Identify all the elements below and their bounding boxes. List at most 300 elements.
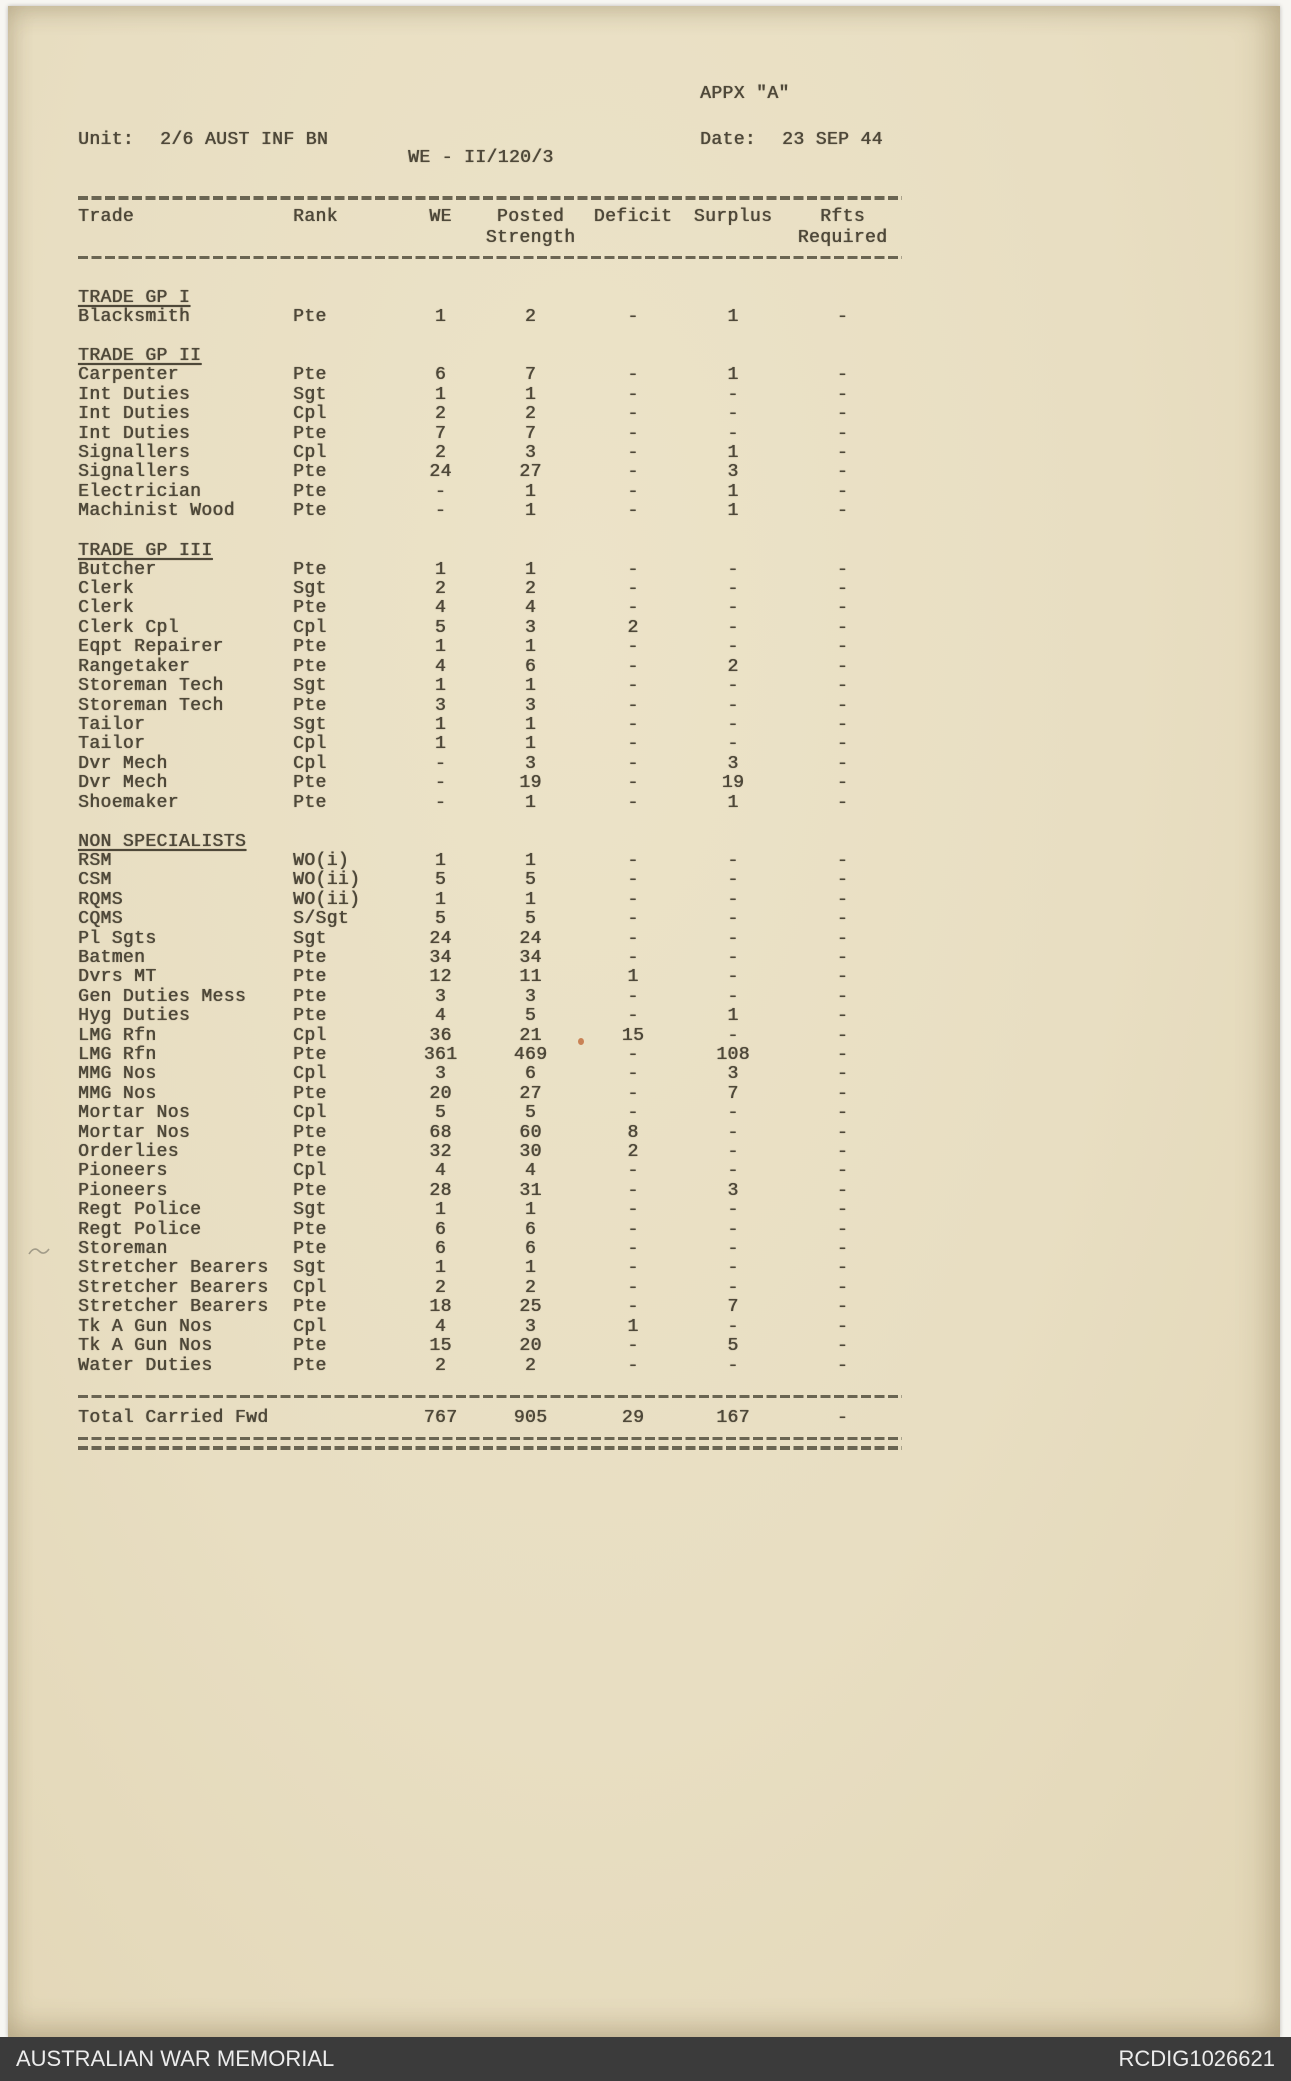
table-cell: 31 (519, 1180, 542, 1201)
table-cell: 1 (434, 384, 447, 405)
table-cell: - (836, 1103, 849, 1124)
table-cell: 5 (524, 1103, 537, 1124)
table-cell: 36 (429, 1025, 452, 1046)
table-cell: Pte (293, 559, 327, 580)
table-cell: 60 (519, 1122, 542, 1143)
archive-name: AUSTRALIAN WAR MEMORIAL (16, 2046, 335, 2071)
table-cell: 6 (524, 1219, 537, 1240)
table-cell: Orderlies (78, 1142, 179, 1163)
table-row (78, 483, 902, 502)
table-row (78, 988, 902, 1007)
pencil-mark (28, 1244, 50, 1258)
table-cell: LMG Rfn (78, 1045, 157, 1065)
group-title: TRADE GP III (78, 540, 213, 561)
table-cell: 108 (716, 1045, 750, 1065)
trade-group (78, 346, 902, 521)
column-header-we: WE (429, 206, 452, 227)
table-row (78, 502, 902, 521)
table-cell: - (627, 1336, 639, 1357)
table-cell: 5 (434, 1103, 447, 1124)
date-label: Date: (700, 130, 757, 150)
separator-line (78, 196, 902, 200)
table-row (78, 930, 902, 949)
table-cell: - (836, 404, 849, 425)
total-label: Total Carried Fwd (78, 1408, 269, 1429)
paper-stain (578, 1038, 584, 1045)
table-cell: WO(ii) (293, 870, 361, 891)
table-cell: 1 (524, 501, 537, 522)
table-cell: - (627, 773, 639, 794)
table-cell: Cpl (293, 1161, 327, 1182)
table-row (78, 677, 902, 696)
table-cell: Storeman (78, 1239, 168, 1260)
table-cell: 1 (434, 850, 447, 871)
table-cell: Cpl (293, 1025, 327, 1046)
table-cell: - (836, 1355, 849, 1376)
table-row (78, 968, 902, 987)
table-cell: 68 (429, 1122, 452, 1143)
table-cell: - (627, 1355, 639, 1376)
table-row (78, 735, 902, 754)
table-row (78, 1318, 902, 1337)
table-cell: Int Duties (78, 384, 191, 405)
table-cell: 3 (434, 695, 447, 716)
table-cell: 2 (434, 443, 447, 464)
table-cell: 15 (429, 1336, 452, 1357)
table-row (78, 1298, 902, 1317)
table-row (78, 1143, 902, 1162)
table-cell: Pte (293, 598, 327, 619)
table-cell: - (836, 481, 849, 502)
table-cell: - (627, 714, 639, 735)
table-cell: LMG Rfn (78, 1025, 157, 1046)
table-cell: - (627, 1045, 639, 1065)
paper-sheet (8, 6, 1280, 2037)
table-cell: Eqpt Repairer (78, 637, 224, 658)
table-cell: 1 (524, 1200, 537, 1221)
table-row (78, 910, 902, 929)
table-cell: - (727, 734, 739, 755)
table-cell: - (627, 598, 639, 619)
table-cell: Tailor (78, 734, 146, 755)
table-cell: Pl Sgts (78, 928, 157, 949)
table-cell: 21 (519, 1025, 542, 1046)
table-cell: 3 (434, 1064, 447, 1085)
table-cell: Water Duties (78, 1355, 213, 1376)
table-cell: 2 (434, 404, 447, 425)
trade-group (78, 832, 902, 1376)
table-cell: Pte (293, 423, 327, 444)
group-title: NON SPECIALISTS (78, 831, 247, 852)
table-cell: - (627, 792, 639, 813)
table-cell: 5 (524, 909, 537, 930)
table-cell: Regt Police (78, 1219, 202, 1240)
table-row (78, 1240, 902, 1259)
table-cell: Pte (293, 481, 327, 502)
table-cell: - (627, 501, 639, 522)
table-cell: Stretcher Bearers (78, 1277, 269, 1298)
table-cell: - (836, 637, 849, 658)
table-cell: 11 (519, 967, 542, 988)
table-cell: Clerk (78, 598, 135, 619)
table-cell: - (627, 481, 639, 502)
table-cell: - (836, 753, 849, 774)
table-cell: 6 (524, 1239, 537, 1260)
viewer-footer-bar (0, 2037, 1291, 2081)
table-cell: 1 (434, 1258, 447, 1279)
table-cell: 6 (434, 1239, 447, 1260)
table-cell: 3 (434, 986, 447, 1007)
table-cell: - (836, 501, 849, 522)
table-cell: Pte (293, 1239, 327, 1260)
table-cell: - (434, 773, 447, 794)
table-row (78, 405, 902, 424)
table-cell: Cpl (293, 404, 327, 425)
table-cell: Electrician (78, 481, 202, 502)
trade-group (78, 288, 902, 327)
table-cell: - (836, 714, 849, 735)
table-cell: 1 (727, 501, 739, 522)
table-cell: Mortar Nos (78, 1103, 191, 1124)
table-cell: 1 (727, 307, 739, 327)
table-cell: - (836, 1045, 849, 1065)
table-cell: - (727, 695, 739, 716)
table-cell: - (727, 1355, 739, 1376)
table-cell: - (727, 1025, 739, 1046)
table-row (78, 1162, 902, 1181)
table-cell: - (836, 734, 849, 755)
table-cell: 34 (519, 947, 542, 968)
table-cell: - (627, 1083, 639, 1104)
table-cell: - (627, 1161, 639, 1182)
table-cell: - (836, 909, 849, 930)
table-cell: Cpl (293, 753, 327, 774)
table-cell: Machinist Wood (78, 501, 235, 522)
table-row (78, 1027, 902, 1046)
table-cell: - (627, 656, 639, 677)
table-cell: 30 (519, 1142, 542, 1163)
table-cell: - (727, 1258, 739, 1279)
table-cell: 3 (524, 617, 537, 638)
table-row (78, 386, 902, 405)
total-posted: 905 (513, 1408, 548, 1429)
table-cell: Pte (293, 947, 327, 968)
table-cell: 1 (727, 365, 739, 386)
table-cell: - (836, 928, 849, 949)
table-cell: 1 (524, 889, 537, 910)
table-cell: - (627, 676, 639, 697)
table-cell: 1 (434, 637, 447, 658)
total-row (78, 1409, 902, 1428)
table-cell: - (836, 579, 849, 600)
table-cell: - (627, 850, 639, 871)
table-cell: Pte (293, 1297, 327, 1318)
column-header-trade: Trade (78, 206, 135, 227)
table-cell: Sgt (293, 714, 327, 735)
table-cell: - (836, 1316, 849, 1337)
table-cell: - (627, 1200, 639, 1221)
table-cell: 1 (524, 481, 537, 502)
table-cell: - (727, 889, 739, 910)
table-cell: Pte (293, 1355, 327, 1376)
table-cell: 5 (434, 617, 447, 638)
table-cell: - (627, 307, 639, 327)
table-cell: 1 (627, 1316, 639, 1337)
table-cell: - (836, 1258, 849, 1279)
table-cell: Mortar Nos (78, 1122, 191, 1143)
table-cell: Storeman Tech (78, 695, 224, 716)
table-cell: 5 (524, 1006, 537, 1027)
table-cell: Sgt (293, 1200, 327, 1221)
table-cell: Signallers (78, 443, 191, 464)
table-cell: Sgt (293, 676, 327, 697)
table-cell: - (727, 579, 739, 600)
table-row (78, 463, 902, 482)
table-row (78, 949, 902, 968)
table-cell: 1 (434, 1200, 447, 1221)
table-cell: 18 (429, 1297, 452, 1318)
table-cell: Butcher (78, 559, 157, 580)
table-cell: CQMS (78, 909, 123, 930)
table-row (78, 1221, 902, 1240)
table-cell: 27 (519, 1083, 542, 1104)
table-cell: Pte (293, 792, 327, 813)
table-cell: 1 (524, 559, 537, 580)
table-row (78, 619, 902, 638)
table-cell: - (434, 792, 447, 813)
table-cell: 32 (429, 1142, 452, 1163)
table-cell: Batmen (78, 947, 146, 968)
table-cell: - (627, 404, 639, 425)
table-cell: Stretcher Bearers (78, 1297, 269, 1318)
table-cell: - (627, 870, 639, 891)
table-cell: - (727, 1219, 739, 1240)
table-cell: - (836, 792, 849, 813)
table-cell: - (627, 947, 639, 968)
table-cell: S/Sgt (293, 909, 350, 930)
column-header-surplus: Surplus (693, 206, 773, 227)
table-cell: 469 (513, 1045, 548, 1065)
group-title: TRADE GP I (78, 288, 191, 308)
table-row (78, 1201, 902, 1220)
table-cell: 24 (519, 928, 542, 949)
we-reference: WE - II/120/3 (408, 148, 554, 168)
table-cell: 34 (429, 947, 452, 968)
table-cell: - (836, 1122, 849, 1143)
total-rfts: - (836, 1408, 849, 1429)
table-row (78, 561, 902, 580)
table-cell: 3 (727, 462, 739, 483)
table-cell: Sgt (293, 384, 327, 405)
table-cell: - (627, 443, 639, 464)
table-cell: - (727, 909, 739, 930)
table-cell: Pte (293, 501, 327, 522)
table-cell: 2 (524, 307, 537, 327)
table-cell: 7 (524, 365, 537, 386)
table-cell: 15 (621, 1025, 645, 1046)
table-cell: - (434, 481, 447, 502)
table-cell: - (836, 1297, 849, 1318)
table-cell: - (836, 850, 849, 871)
table-cell: 1 (627, 967, 639, 988)
table-cell: 2 (524, 579, 537, 600)
table-cell: WO(i) (293, 850, 350, 871)
total-deficit: 29 (621, 1408, 645, 1429)
table-cell: - (836, 1180, 849, 1201)
table-row (78, 1085, 902, 1104)
table-row (78, 1104, 902, 1123)
table-cell: - (627, 559, 639, 580)
table-cell: - (627, 423, 639, 444)
table-cell: RQMS (78, 889, 123, 910)
table-row (78, 1337, 902, 1356)
table-cell: - (836, 1161, 849, 1182)
table-cell: - (727, 559, 739, 580)
table-cell: 24 (429, 928, 452, 949)
table-cell: Pte (293, 1336, 327, 1357)
table-cell: Clerk Cpl (78, 617, 179, 638)
table-cell: - (727, 1142, 739, 1163)
table-cell: - (836, 384, 849, 405)
table-cell: 1 (434, 714, 447, 735)
table-cell: 1 (524, 637, 537, 658)
table-row (78, 852, 902, 871)
table-row (78, 794, 902, 813)
table-cell: 3 (524, 753, 537, 774)
table-cell: Cpl (293, 1316, 327, 1337)
table-cell: Pioneers (78, 1180, 168, 1201)
unit-line (78, 130, 328, 150)
table-cell: - (727, 928, 739, 949)
table-cell: - (627, 1064, 639, 1085)
table-row (78, 755, 902, 774)
table-row (78, 1357, 902, 1376)
table-cell: - (627, 365, 639, 386)
table-cell: - (727, 967, 739, 988)
table-cell: 19 (519, 773, 542, 794)
table-row (78, 366, 902, 385)
table-cell: - (627, 1180, 639, 1201)
table-cell: Cpl (293, 1064, 327, 1085)
table-cell: Stretcher Bearers (78, 1258, 269, 1279)
table-header-row (78, 207, 902, 249)
table-row (78, 444, 902, 463)
table-cell: Tk A Gun Nos (78, 1316, 213, 1337)
table-cell: 7 (524, 423, 537, 444)
table-cell: 6 (524, 656, 537, 677)
table-row (78, 697, 902, 716)
table-cell: - (727, 404, 739, 425)
table-cell: - (727, 947, 739, 968)
date-line (700, 130, 883, 150)
table-cell: - (727, 870, 739, 891)
table-cell: Storeman Tech (78, 676, 224, 697)
table-row (78, 1046, 902, 1065)
table-cell: - (836, 1083, 849, 1104)
table-cell: Regt Police (78, 1200, 202, 1221)
table-cell: 3 (524, 695, 537, 716)
table-row (78, 871, 902, 890)
table-cell: - (836, 1219, 849, 1240)
table-cell: - (836, 307, 849, 327)
table-cell: CSM (78, 870, 112, 891)
table-row (78, 599, 902, 618)
table-cell: Sgt (293, 1258, 327, 1279)
table-cell: - (836, 656, 849, 677)
table-cell: 2 (434, 579, 447, 600)
table-cell: Sgt (293, 579, 327, 600)
table-cell: - (836, 1025, 849, 1046)
table-row (78, 580, 902, 599)
table-cell: 1 (524, 1258, 537, 1279)
table-cell: - (627, 1219, 639, 1240)
table-cell: Int Duties (78, 404, 191, 425)
table-cell: 4 (434, 1161, 447, 1182)
table-cell: 4 (524, 1161, 537, 1182)
table-cell: MMG Nos (78, 1064, 157, 1085)
table-cell: Cpl (293, 734, 327, 755)
table-cell: - (727, 1277, 739, 1298)
table-cell: - (727, 1200, 739, 1221)
table-cell: - (627, 1103, 639, 1124)
table-cell: Blacksmith (78, 307, 191, 327)
table-cell: 3 (524, 986, 537, 1007)
table-cell: Cpl (293, 1277, 327, 1298)
table-row (78, 891, 902, 910)
table-cell: 5 (524, 870, 537, 891)
table-cell: - (727, 676, 739, 697)
table-cell: 4 (434, 598, 447, 619)
table-cell: 6 (434, 365, 447, 386)
table-row (78, 1259, 902, 1278)
table-cell: Cpl (293, 617, 327, 638)
table-cell: 4 (524, 598, 537, 619)
table-cell: Pte (293, 1006, 327, 1027)
table-cell: Dvr Mech (78, 753, 168, 774)
group-title: TRADE GP II (78, 346, 202, 367)
table-cell: Int Duties (78, 423, 191, 444)
table-cell: - (434, 753, 447, 774)
total-we: 767 (423, 1408, 458, 1429)
table-cell: - (627, 384, 639, 405)
table-cell: 1 (524, 734, 537, 755)
separator-line (78, 256, 902, 260)
table-cell: 1 (434, 734, 447, 755)
table-row (78, 1007, 902, 1026)
table-cell: Tailor (78, 714, 146, 735)
column-header-posted: Posted Strength (485, 206, 576, 248)
table-row (78, 774, 902, 793)
date-value: 23 SEP 44 (782, 130, 883, 150)
table-cell: - (727, 1161, 739, 1182)
table-cell: - (727, 598, 739, 619)
table-cell: 1 (524, 676, 537, 697)
table-cell: - (836, 676, 849, 697)
table-cell: - (727, 384, 739, 405)
table-cell: 5 (727, 1336, 739, 1357)
table-cell: 2 (524, 1277, 537, 1298)
table-cell: 2 (627, 1142, 639, 1163)
table-cell: Shoemaker (78, 792, 179, 813)
table-cell: 6 (524, 1064, 537, 1085)
table-cell: - (627, 1297, 639, 1318)
table-cell: 7 (434, 423, 447, 444)
table-cell: - (836, 889, 849, 910)
table-row (78, 1182, 902, 1201)
table-cell: 3 (727, 1064, 739, 1085)
table-cell: 5 (434, 909, 447, 930)
table-cell: 6 (434, 1219, 447, 1240)
